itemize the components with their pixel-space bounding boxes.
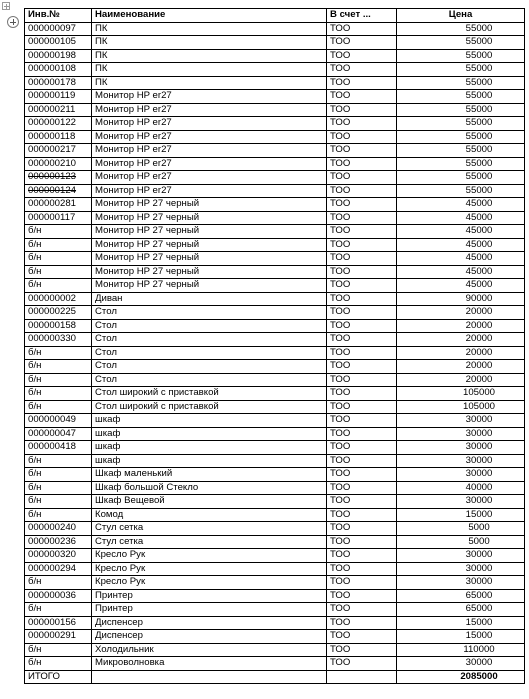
table-row [25, 63, 525, 77]
table-row [25, 468, 525, 482]
cell-price: 30000 [397, 414, 525, 428]
cell-price: 45000 [397, 252, 525, 266]
cell-price: 15000 [397, 508, 525, 522]
cell-account: ТОО [327, 157, 397, 171]
cell-account: ТОО [327, 292, 397, 306]
cell-inv-number: б/н [25, 360, 92, 374]
cell-account: ТОО [327, 238, 397, 252]
cell-price: 55000 [397, 103, 525, 117]
cell-price: 55000 [397, 144, 525, 158]
table-row [25, 225, 525, 239]
cell-name: Шкаф маленький [92, 468, 327, 482]
cell-name: Шкаф Вещевой [92, 495, 327, 509]
cell-name: Монитор HP er27 [92, 171, 327, 185]
cell-price: 40000 [397, 481, 525, 495]
table-row [25, 508, 525, 522]
cell-price: 5000 [397, 522, 525, 536]
cell-account: ТОО [327, 522, 397, 536]
cell-name: Микроволновка [92, 657, 327, 671]
cell-inv-number: б/н [25, 373, 92, 387]
cell-name: Стол [92, 319, 327, 333]
cell-inv-number: б/н [25, 481, 92, 495]
cell-inv-number: б/н [25, 238, 92, 252]
cell-price: 55000 [397, 171, 525, 185]
cell-account: ТОО [327, 279, 397, 293]
table-row [25, 400, 525, 414]
cell-price: 20000 [397, 306, 525, 320]
cell-name: Монитор HP er27 [92, 157, 327, 171]
cell-inv-number: б/н [25, 265, 92, 279]
cell-inv-number: 000000124 [25, 184, 92, 198]
cell-price: 55000 [397, 117, 525, 131]
table-row [25, 49, 525, 63]
cell-inv-number: 000000156 [25, 616, 92, 630]
cell-account: ТОО [327, 103, 397, 117]
cell-account: ТОО [327, 144, 397, 158]
header-price: Цена [397, 9, 525, 23]
cell-inv-number: 000000105 [25, 36, 92, 50]
cell-inv-number: б/н [25, 576, 92, 590]
cell-price: 45000 [397, 279, 525, 293]
cell-name: ПК [92, 49, 327, 63]
table-row [25, 157, 525, 171]
cell-account: ТОО [327, 63, 397, 77]
cell-name: шкаф [92, 427, 327, 441]
cell-account: ТОО [327, 346, 397, 360]
cell-price: 20000 [397, 346, 525, 360]
cell-inv-number: 000000036 [25, 589, 92, 603]
cell-inv-number: б/н [25, 454, 92, 468]
table-row [25, 589, 525, 603]
table-row [25, 103, 525, 117]
table-row [25, 616, 525, 630]
table-header-row [25, 9, 525, 23]
cell-inv-number: 000000108 [25, 63, 92, 77]
cell-price: 30000 [397, 562, 525, 576]
table-row [25, 144, 525, 158]
cell-account: ТОО [327, 657, 397, 671]
cell-inv-number: б/н [25, 225, 92, 239]
cell-price: 55000 [397, 90, 525, 104]
cell-name: Кресло Рук [92, 576, 327, 590]
cell-price: 20000 [397, 319, 525, 333]
table-row [25, 346, 525, 360]
cell-account: ТОО [327, 171, 397, 185]
cell-inv-number: 000000281 [25, 198, 92, 212]
cell-price: 55000 [397, 157, 525, 171]
cell-price: 55000 [397, 22, 525, 36]
cell-name: шкаф [92, 414, 327, 428]
cell-name: ПК [92, 63, 327, 77]
cell-account: ТОО [327, 535, 397, 549]
cell-account: ТОО [327, 130, 397, 144]
cell-inv-number: б/н [25, 603, 92, 617]
table-row [25, 265, 525, 279]
cell-account: ТОО [327, 225, 397, 239]
table-row [25, 603, 525, 617]
cell-price: 45000 [397, 198, 525, 212]
table-row [25, 171, 525, 185]
cell-price: 65000 [397, 589, 525, 603]
cell-name: Комод [92, 508, 327, 522]
cell-account: ТОО [327, 319, 397, 333]
cell-account: ТОО [327, 36, 397, 50]
cell-account: ТОО [327, 414, 397, 428]
cell-account: ТОО [327, 643, 397, 657]
table-row [25, 198, 525, 212]
cell-inv-number: 000000002 [25, 292, 92, 306]
cell-account: ТОО [327, 481, 397, 495]
cell-inv-number: 000000418 [25, 441, 92, 455]
cell-account: ТОО [327, 400, 397, 414]
cell-name: Холодильник [92, 643, 327, 657]
cell-account: ТОО [327, 576, 397, 590]
cell-price: 55000 [397, 130, 525, 144]
cell-price: 30000 [397, 576, 525, 590]
cell-price: 105000 [397, 387, 525, 401]
cell-price: 105000 [397, 400, 525, 414]
table-row [25, 36, 525, 50]
cell-name: Стол [92, 333, 327, 347]
cell-inv-number: 000000240 [25, 522, 92, 536]
cell-price: 30000 [397, 427, 525, 441]
table-row [25, 535, 525, 549]
cell-price: 65000 [397, 603, 525, 617]
cell-inv-number: б/н [25, 279, 92, 293]
header-inv-number: Инв.№ [25, 9, 92, 23]
cell-name: Монитор HP er27 [92, 117, 327, 131]
cell-name: Стул сетка [92, 535, 327, 549]
table-row [25, 387, 525, 401]
cell-inv-number: б/н [25, 643, 92, 657]
cell-name: Стол [92, 346, 327, 360]
cell-price: 110000 [397, 643, 525, 657]
cell-inv-number: 000000047 [25, 427, 92, 441]
cell-inv-number: 000000158 [25, 319, 92, 333]
cell-account: ТОО [327, 333, 397, 347]
table-move-handle-icon[interactable] [2, 2, 10, 10]
cell-name: Монитор HP er27 [92, 90, 327, 104]
table-row [25, 252, 525, 266]
cell-name: Стол широкий с приставкой [92, 387, 327, 401]
table-row [25, 549, 525, 563]
cell-price: 45000 [397, 211, 525, 225]
cell-inv-number: 000000049 [25, 414, 92, 428]
cell-account: ТОО [327, 562, 397, 576]
table-row [25, 292, 525, 306]
cell-price: 45000 [397, 225, 525, 239]
cell-account: ТОО [327, 454, 397, 468]
table-row [25, 373, 525, 387]
cell-account: ТОО [327, 265, 397, 279]
cell-account: ТОО [327, 387, 397, 401]
cell-inv-number: 000000119 [25, 90, 92, 104]
table-row [25, 306, 525, 320]
table-row [25, 576, 525, 590]
cell-name: Диспенсер [92, 630, 327, 644]
cell-account: ТОО [327, 306, 397, 320]
cell-inv-number: б/н [25, 252, 92, 266]
cell-inv-number: 000000320 [25, 549, 92, 563]
cell-inv-number: 000000294 [25, 562, 92, 576]
cell-inv-number: 000000217 [25, 144, 92, 158]
cell-name: Принтер [92, 603, 327, 617]
cell-price: 55000 [397, 184, 525, 198]
cell-account: ТОО [327, 373, 397, 387]
table-row [25, 319, 525, 333]
table-row [25, 22, 525, 36]
cell-account: ТОО [327, 252, 397, 266]
cell-inv-number: б/н [25, 468, 92, 482]
total-value: 2085000 [397, 670, 525, 684]
table-row [25, 279, 525, 293]
cell-price: 15000 [397, 616, 525, 630]
cell-inv-number: 000000122 [25, 117, 92, 131]
table-row [25, 630, 525, 644]
cell-account: ТОО [327, 468, 397, 482]
table-row [25, 441, 525, 455]
cell-name: Монитор HP er27 [92, 103, 327, 117]
cell-name: Монитор HP 27 черный [92, 198, 327, 212]
cell-name: Монитор HP 27 черный [92, 238, 327, 252]
cell-price: 45000 [397, 265, 525, 279]
table-row [25, 117, 525, 131]
cell-account: ТОО [327, 184, 397, 198]
cell-price: 30000 [397, 657, 525, 671]
cell-price: 45000 [397, 238, 525, 252]
cell-inv-number: 000000123 [25, 171, 92, 185]
cell-name: Монитор HP er27 [92, 130, 327, 144]
table-row [25, 238, 525, 252]
cell-price: 55000 [397, 63, 525, 77]
cell-inv-number: 000000178 [25, 76, 92, 90]
cell-account: ТОО [327, 90, 397, 104]
table-row [25, 481, 525, 495]
cell-price: 30000 [397, 441, 525, 455]
cell-inv-number: 000000210 [25, 157, 92, 171]
table-row [25, 657, 525, 671]
add-row-icon[interactable] [7, 16, 19, 28]
table-row [25, 76, 525, 90]
cell-account: ТОО [327, 616, 397, 630]
cell-inv-number: б/н [25, 400, 92, 414]
cell-account: ТОО [327, 211, 397, 225]
cell-name: Монитор HP 27 черный [92, 265, 327, 279]
cell-inv-number: б/н [25, 346, 92, 360]
cell-name: Монитор HP 27 черный [92, 225, 327, 239]
total-label: ИТОГО [25, 670, 92, 684]
cell-name: Стол [92, 306, 327, 320]
cell-inv-number: 000000117 [25, 211, 92, 225]
total-row [25, 670, 525, 684]
cell-price: 30000 [397, 454, 525, 468]
cell-account: ТОО [327, 117, 397, 131]
cell-account: ТОО [327, 508, 397, 522]
table-row [25, 495, 525, 509]
cell-account: ТОО [327, 630, 397, 644]
table-row [25, 643, 525, 657]
table-row [25, 562, 525, 576]
cell-name: Диспенсер [92, 616, 327, 630]
cell-name: Кресло Рук [92, 549, 327, 563]
cell-account: ТОО [327, 427, 397, 441]
cell-account: ТОО [327, 495, 397, 509]
cell-name: Кресло Рук [92, 562, 327, 576]
cell-account: ТОО [327, 360, 397, 374]
cell-name: шкаф [92, 454, 327, 468]
table-row [25, 414, 525, 428]
cell-inv-number: 000000330 [25, 333, 92, 347]
cell-price: 55000 [397, 36, 525, 50]
cell-name: Диван [92, 292, 327, 306]
table-row [25, 427, 525, 441]
cell-inv-number: б/н [25, 387, 92, 401]
cell-account: ТОО [327, 49, 397, 63]
cell-name: ПК [92, 36, 327, 50]
cell-inv-number: 000000211 [25, 103, 92, 117]
cell-price: 30000 [397, 468, 525, 482]
cell-inv-number: 000000236 [25, 535, 92, 549]
cell-account: ТОО [327, 441, 397, 455]
cell-price: 55000 [397, 49, 525, 63]
cell-name: Монитор HP 27 черный [92, 279, 327, 293]
cell-account: ТОО [327, 603, 397, 617]
cell-name: Стул сетка [92, 522, 327, 536]
cell-account: ТОО [327, 589, 397, 603]
cell-name: Монитор HP 27 черный [92, 252, 327, 266]
cell-account: ТОО [327, 198, 397, 212]
cell-price: 15000 [397, 630, 525, 644]
table-row [25, 130, 525, 144]
table-row [25, 90, 525, 104]
header-name: Наименование [92, 9, 327, 23]
cell-account: ТОО [327, 549, 397, 563]
cell-name: Стол [92, 373, 327, 387]
cell-inv-number: б/н [25, 495, 92, 509]
cell-name: Шкаф большой Стекло [92, 481, 327, 495]
total-empty-cell [327, 670, 397, 684]
cell-price: 20000 [397, 360, 525, 374]
header-account: В счет ... [327, 9, 397, 23]
cell-name: Монитор HP er27 [92, 144, 327, 158]
cell-price: 90000 [397, 292, 525, 306]
cell-inv-number: 000000291 [25, 630, 92, 644]
cell-price: 20000 [397, 333, 525, 347]
table-row [25, 522, 525, 536]
cell-inv-number: 000000097 [25, 22, 92, 36]
table-row [25, 454, 525, 468]
table-row [25, 211, 525, 225]
cell-inv-number: б/н [25, 657, 92, 671]
cell-price: 5000 [397, 535, 525, 549]
cell-account: ТОО [327, 22, 397, 36]
total-empty-cell [92, 670, 327, 684]
inventory-table [24, 8, 525, 684]
cell-name: ПК [92, 22, 327, 36]
cell-name: шкаф [92, 441, 327, 455]
cell-name: Монитор HP er27 [92, 184, 327, 198]
cell-price: 30000 [397, 549, 525, 563]
cell-price: 30000 [397, 495, 525, 509]
cell-name: Стол [92, 360, 327, 374]
cell-price: 55000 [397, 76, 525, 90]
cell-inv-number: б/н [25, 508, 92, 522]
cell-account: ТОО [327, 76, 397, 90]
cell-price: 20000 [397, 373, 525, 387]
cell-name: Монитор HP 27 черный [92, 211, 327, 225]
table-row [25, 333, 525, 347]
cell-name: Стол широкий с приставкой [92, 400, 327, 414]
cell-name: ПК [92, 76, 327, 90]
cell-inv-number: 000000198 [25, 49, 92, 63]
table-row [25, 184, 525, 198]
cell-inv-number: 000000118 [25, 130, 92, 144]
table-row [25, 360, 525, 374]
cell-name: Принтер [92, 589, 327, 603]
cell-inv-number: 000000225 [25, 306, 92, 320]
